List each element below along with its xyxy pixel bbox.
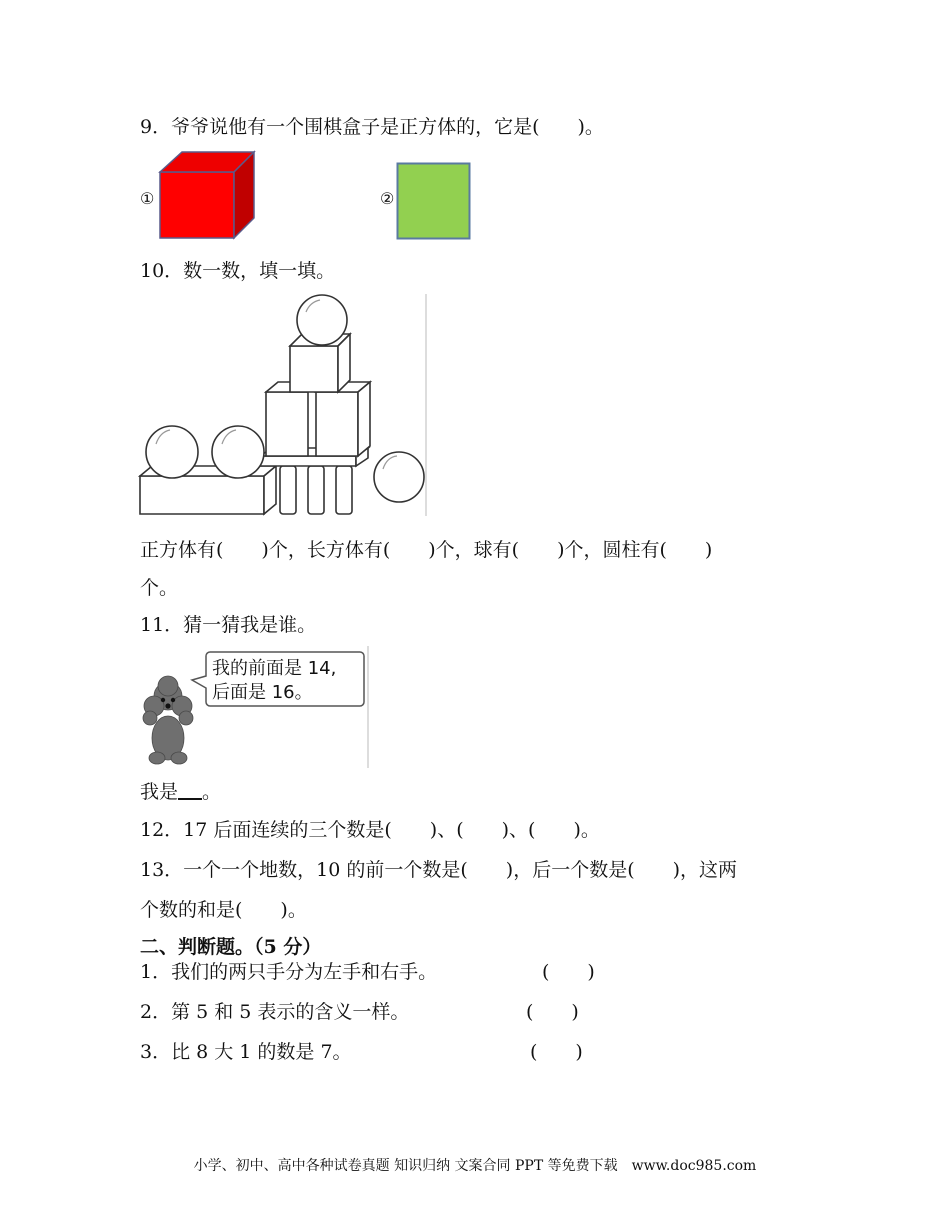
question-13-line-2: 个数的和是( )。 — [140, 899, 307, 921]
speech-bubble-line-2: 后面是 16。 — [212, 682, 313, 703]
sphere-shape-1 — [146, 426, 198, 478]
cuboid-shape — [140, 476, 264, 514]
section-2-heading: 二、判断题。（5 分） — [140, 936, 322, 958]
sphere-shape-4 — [374, 452, 424, 502]
sphere-shape-3 — [297, 295, 347, 345]
page-footer: 小学、初中、高中各种试卷真题 知识归纳 文案合同 PPT 等免费下载 www.doc985.com — [193, 1158, 757, 1174]
judgment-item-2-bracket[interactable]: ( ) — [526, 1001, 579, 1023]
poodle-icon — [143, 676, 193, 764]
answer-prefix: 我是 — [140, 781, 179, 803]
cube-left-front — [266, 392, 308, 456]
question-12-text: 12．17 后面连续的三个数是( )、( )、( )。 — [140, 819, 600, 841]
question-10-line-1: 正方体有( )个，长方体有( )个，球有( )个，圆柱有( ) — [140, 539, 713, 561]
question-13-line-1: 13．一个一个地数，10 的前一个数是( )，后一个数是( )，这两 — [140, 859, 738, 881]
judgment-item-2-text: 2．第 5 和 5 表示的含义一样。 — [140, 1001, 410, 1023]
cube-right-side — [358, 382, 370, 456]
question-10-title: 10．数一数，填一填。 — [140, 260, 336, 282]
sphere-shape-2 — [212, 426, 264, 478]
solid-shapes-stack-figure — [138, 294, 430, 518]
question-9-text: 9．爷爷说他有一个围棋盒子是正方体的，它是( )。 — [140, 116, 604, 138]
cube-top-front — [290, 346, 338, 392]
cube-right-front — [316, 392, 358, 456]
judgment-item-3-text: 3．比 8 大 1 的数是 7。 — [140, 1041, 352, 1063]
cylinder-shape-1 — [280, 466, 296, 514]
green-square-figure — [396, 162, 472, 240]
judgment-item-1-bracket[interactable]: ( ) — [542, 961, 595, 983]
answer-blank[interactable] — [178, 780, 202, 800]
answer-suffix: 。 — [202, 781, 222, 803]
question-11-title: 11．猜一猜我是谁。 — [140, 614, 317, 636]
speech-bubble-line-1: 我的前面是 14, — [212, 658, 337, 679]
red-cube-figure — [158, 150, 258, 242]
question-10-line-2: 个。 — [140, 577, 179, 599]
question-11-answer — [140, 780, 221, 804]
option-1-marker: ① — [140, 189, 155, 208]
judgment-item-1-text: 1．我们的两只手分为左手和右手。 — [140, 961, 438, 983]
slab-shape — [260, 456, 356, 466]
judgment-item-3-bracket[interactable]: ( ) — [530, 1041, 583, 1063]
cylinder-shape-3 — [336, 466, 352, 514]
option-2-marker: ② — [380, 189, 395, 208]
cylinder-shape-2 — [308, 466, 324, 514]
